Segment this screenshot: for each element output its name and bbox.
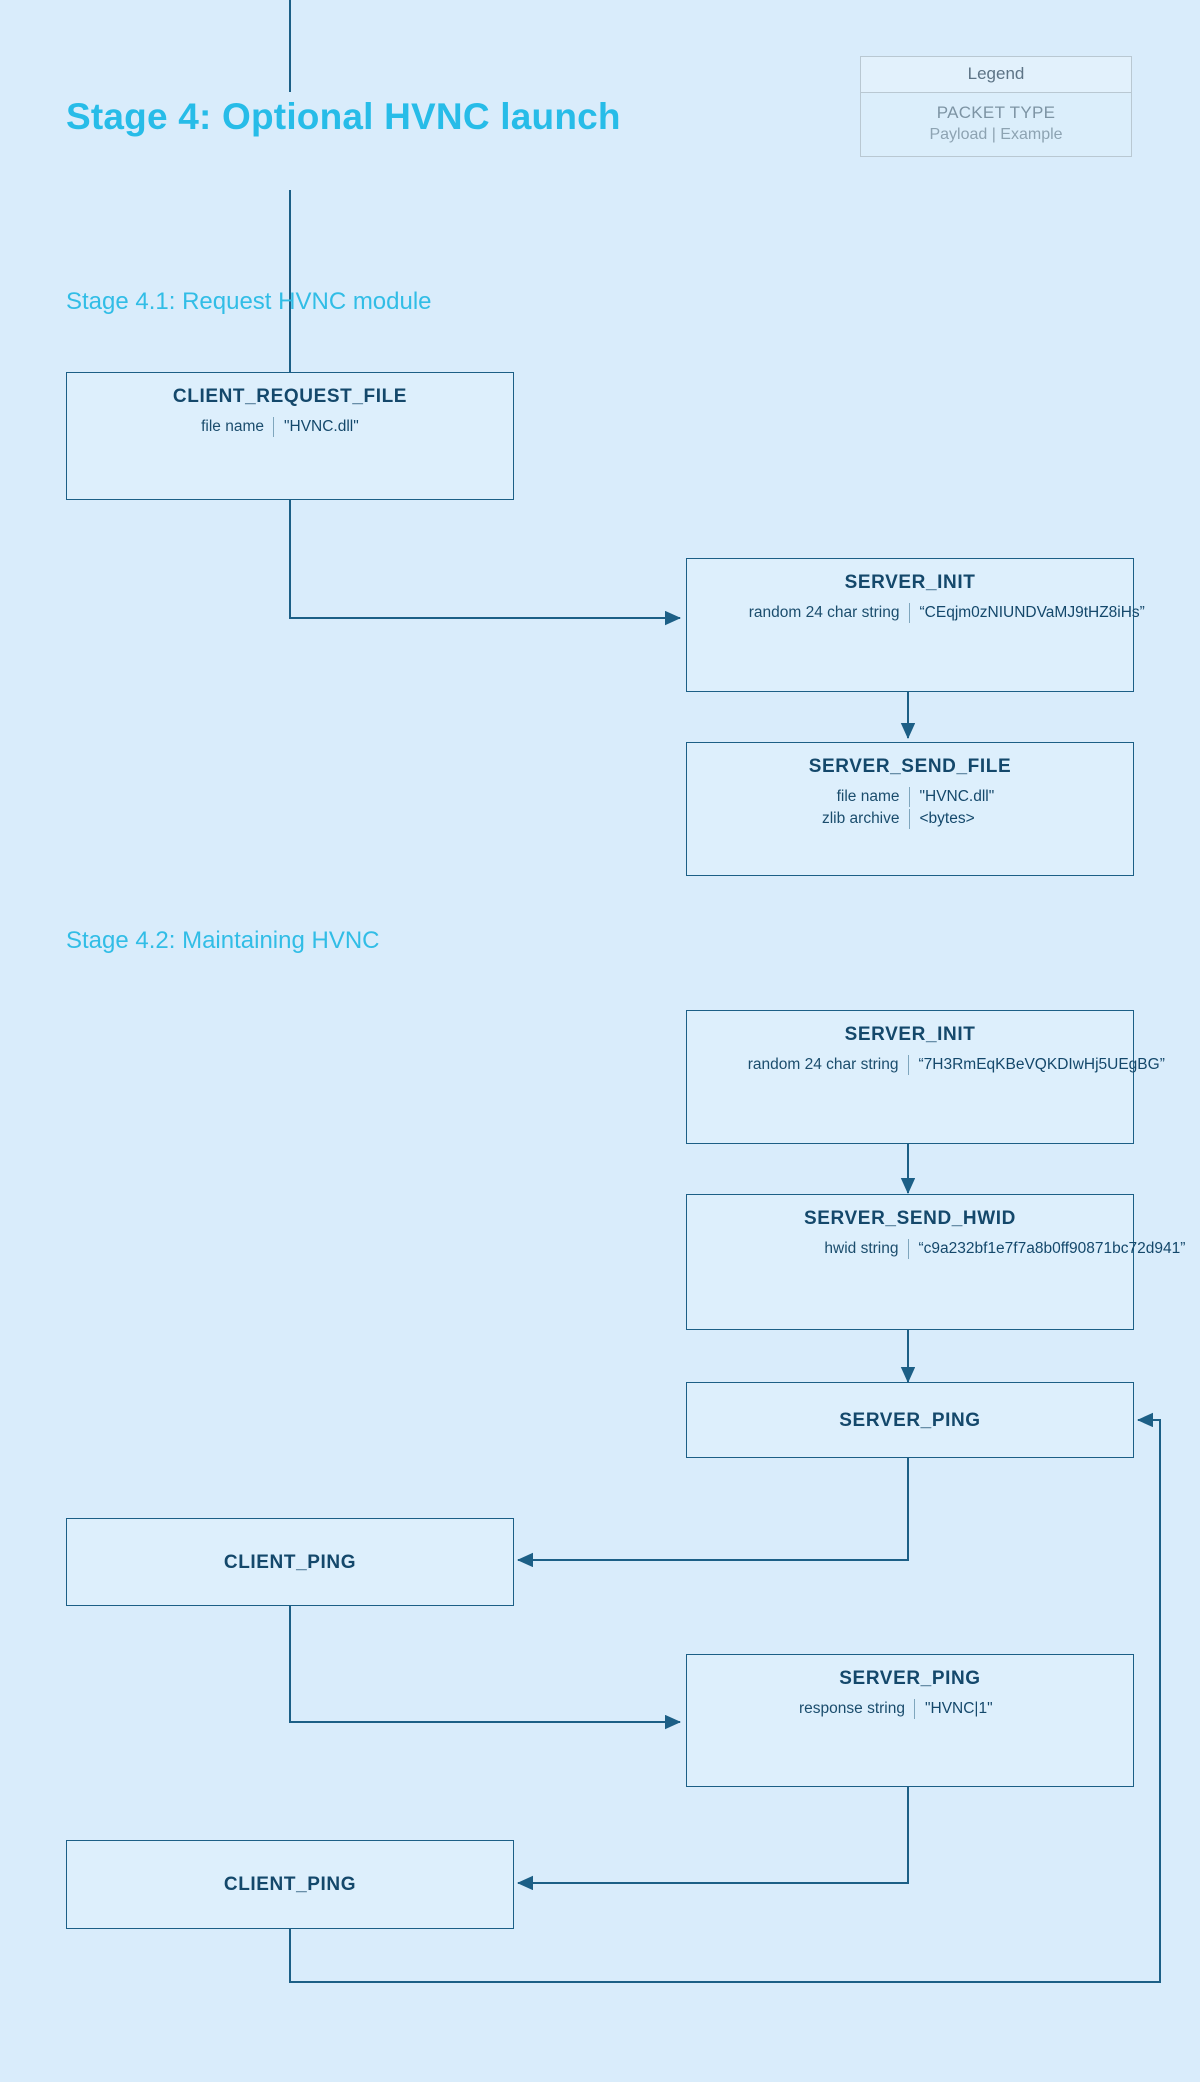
- packet-field: [79, 417, 501, 437]
- packet-fields: [687, 1055, 1165, 1087]
- legend: [860, 56, 1132, 157]
- packet-client-ping-1: [66, 1518, 514, 1606]
- packet-field: [699, 1699, 1121, 1719]
- page-title: Stage 4: Optional HVNC launch: [66, 96, 621, 137]
- packet-field: [699, 603, 1145, 623]
- field-name: zlib archive: [821, 809, 900, 827]
- packet-field: [699, 787, 1121, 807]
- legend-payload-example: Payload | Example: [929, 126, 1063, 143]
- packet-type-label: CLIENT_PING: [223, 1551, 357, 1573]
- packet-server-send-file: [686, 742, 1134, 876]
- field-name: file name: [836, 788, 900, 805]
- packet-type-label: SERVER_SEND_HWID: [804, 1208, 1016, 1229]
- field-name: hwid string: [824, 1240, 899, 1257]
- packet-field: [699, 1239, 1186, 1259]
- legend-packet-type: PACKET TYPE: [936, 103, 1056, 122]
- packet-fields: [687, 603, 1145, 635]
- packet-server-ping-2: [686, 1654, 1134, 1787]
- packet-type-label: SERVER_INIT: [844, 1024, 976, 1045]
- packet-fields: [67, 417, 513, 449]
- packet-fields: [687, 1699, 1133, 1731]
- field-value: “c9a232bf1e7f7a8b0ff90871bc72d941”: [908, 1239, 1117, 1259]
- packet-server-ping-1: [686, 1382, 1134, 1458]
- section-title-stage-4-1: Stage 4.1: Request HVNC module: [66, 288, 432, 315]
- field-name: random 24 char string: [747, 1056, 899, 1073]
- packet-server-send-hwid: [686, 1194, 1186, 1330]
- packet-field: [699, 1055, 1165, 1075]
- section-title-stage-4-2: Stage 4.2: Maintaining HVNC: [66, 927, 380, 954]
- packet-type-label: SERVER_INIT: [844, 572, 976, 593]
- field-name: response string: [799, 1700, 905, 1717]
- packet-type-label: SERVER_PING: [839, 1668, 981, 1689]
- legend-body: [861, 93, 1131, 156]
- field-name: file name: [201, 418, 264, 435]
- packet-type-label: SERVER_SEND_FILE: [808, 756, 1012, 777]
- legend-title: Legend: [861, 57, 1131, 93]
- packet-fields: [687, 787, 1133, 841]
- packet-fields: [687, 1239, 1186, 1271]
- packet-client-ping-2: [66, 1840, 514, 1929]
- packet-client-request-file: [66, 372, 514, 500]
- field-value: "HVNC.dll": [273, 417, 434, 437]
- field-value: "HVNC.dll": [909, 787, 1116, 807]
- packet-server-init-1: [686, 558, 1145, 692]
- packet-server-init-2: [686, 1010, 1165, 1144]
- packet-type-label: SERVER_PING: [839, 1409, 981, 1431]
- field-value: “7H3RmEqKBeVQKDIwHj5UEgBG”: [908, 1055, 1117, 1075]
- field-value: <bytes>: [909, 809, 1116, 829]
- field-name: random 24 char string: [748, 604, 900, 621]
- packet-field: [699, 809, 1121, 829]
- field-value: "HVNC|1": [914, 1699, 1075, 1719]
- packet-type-label: CLIENT_PING: [223, 1874, 357, 1895]
- packet-type-label: CLIENT_REQUEST_FILE: [172, 386, 408, 407]
- field-value: “CEqjm0zNIUNDVaMJ9tHZ8iHs”: [909, 603, 1116, 623]
